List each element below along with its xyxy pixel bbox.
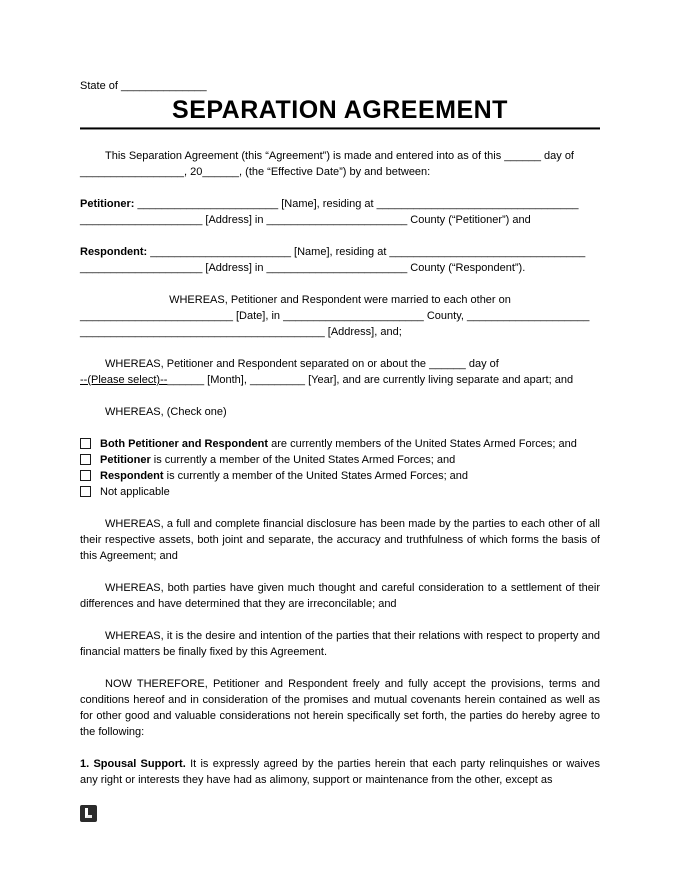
state-of-blank: ______________ bbox=[120, 80, 207, 92]
checkbox-not-applicable[interactable] bbox=[80, 486, 91, 497]
state-of-line bbox=[80, 78, 600, 94]
checkbox-row-not-applicable bbox=[80, 484, 600, 500]
checkbox-petitioner[interactable] bbox=[80, 454, 91, 465]
checkbox-label bbox=[100, 452, 455, 468]
whereas-consideration-paragraph: WHEREAS, both parties have given much thought and careful consideration to a settlement of their differences and have determined that they are irreconcilable; and bbox=[80, 582, 600, 610]
marriage-line-2: _________________________ [Date], in _______________________ County, ____________________ bbox=[80, 310, 590, 322]
respondent-name-blank: _______________________ [Name], residing at ________________________________ bbox=[147, 246, 586, 258]
checkbox-label bbox=[100, 484, 170, 500]
separation-line-1: WHEREAS, Petitioner and Respondent separated on or about the ______ day of bbox=[105, 358, 499, 370]
state-of-label: State of bbox=[80, 80, 121, 92]
section-spousal-support bbox=[80, 756, 600, 788]
intro-paragraph bbox=[80, 148, 600, 180]
checkbox-label-bold: Respondent bbox=[100, 470, 164, 482]
respondent-label: Respondent: bbox=[80, 246, 148, 258]
petitioner-name-blank: _______________________ [Name], residing at _________________________________ bbox=[134, 198, 579, 210]
checkbox-label-rest: is currently a member of the United States Armed Forces; and bbox=[150, 454, 456, 466]
checkbox-row-petitioner bbox=[80, 452, 600, 468]
marriage-line-1: WHEREAS, Petitioner and Respondent were married to each other on bbox=[169, 294, 511, 306]
whereas-financial-paragraph: WHEREAS, a full and complete financial disclosure has been made by the parties to each other of all their respective assets, both joint and separate, the accuracy and truthfulness of which forms the basis of this Agreement; and bbox=[80, 518, 600, 562]
page-title: SEPARATION AGREEMENT bbox=[172, 96, 508, 124]
respondent-line-2: ____________________ [Address] in _______________________ County (“Respondent”). bbox=[80, 262, 526, 274]
respondent-block bbox=[80, 244, 600, 276]
now-therefore-paragraph: NOW THEREFORE, Petitioner and Respondent freely and fully accept the provisions, terms and conditions hereof and in consideration of the promises and mutual covenants herein contained as well as for other good and valuable considerations not herein specifically set forth, the parties do hereby agree to the following: bbox=[80, 678, 600, 738]
petitioner-label: Petitioner: bbox=[80, 198, 135, 210]
intro-line-1: This Separation Agreement (this “Agreement”) is made and entered into as of this ______ day of bbox=[105, 150, 574, 162]
logo-l-glyph bbox=[85, 808, 92, 818]
checkbox-both[interactable] bbox=[80, 438, 91, 449]
checkbox-label-rest: Not applicable bbox=[100, 486, 170, 498]
legal-templates-logo-icon bbox=[80, 805, 97, 822]
month-select-placeholder[interactable]: --(Please select)-- bbox=[80, 374, 168, 386]
checkbox-label bbox=[100, 468, 468, 484]
spousal-support-heading: 1. Spousal Support. bbox=[80, 758, 186, 770]
petitioner-line-1 bbox=[80, 196, 600, 212]
checkbox-label-rest: is currently a member of the United States Armed Forces; and bbox=[163, 470, 469, 482]
checkbox-label bbox=[100, 436, 577, 452]
separation-line-2 bbox=[80, 372, 600, 388]
respondent-line-1 bbox=[80, 244, 600, 260]
spousal-support-body: It is expressly agreed by the parties herein that each party relinquishes or waives any right or interests they have had as alimony, support or maintenance from the other, except as bbox=[80, 758, 600, 786]
intro-line-2: _________________, 20______, (the “Effective Date”) by and between: bbox=[80, 166, 431, 178]
checkbox-row-both bbox=[80, 436, 600, 452]
separation-whereas-block bbox=[80, 356, 600, 388]
petitioner-block bbox=[80, 196, 600, 228]
checkbox-label-bold: Petitioner bbox=[100, 454, 151, 466]
checkbox-respondent[interactable] bbox=[80, 470, 91, 481]
checkbox-label-bold: Both Petitioner and Respondent bbox=[100, 438, 269, 450]
petitioner-line-2: ____________________ [Address] in _______________________ County (“Petitioner”) and bbox=[80, 214, 531, 226]
marriage-line-3: ________________________________________ [Address], and; bbox=[80, 326, 402, 338]
checkbox-row-respondent bbox=[80, 468, 600, 484]
whereas-desire-paragraph: WHEREAS, it is the desire and intention of the parties that their relations with respect to property and financial matters be finally fixed by this Agreement. bbox=[80, 630, 600, 658]
marriage-whereas-block bbox=[80, 292, 600, 340]
check-one-line: WHEREAS, (Check one) bbox=[105, 406, 227, 418]
armed-forces-checklist bbox=[80, 436, 600, 500]
title-divider bbox=[80, 127, 600, 130]
checkbox-label-rest: are currently members of the United States Armed Forces; and bbox=[268, 438, 577, 450]
separation-line-2-rest: ______ [Month], _________ [Year], and are currently living separate and apart; and bbox=[167, 374, 574, 386]
